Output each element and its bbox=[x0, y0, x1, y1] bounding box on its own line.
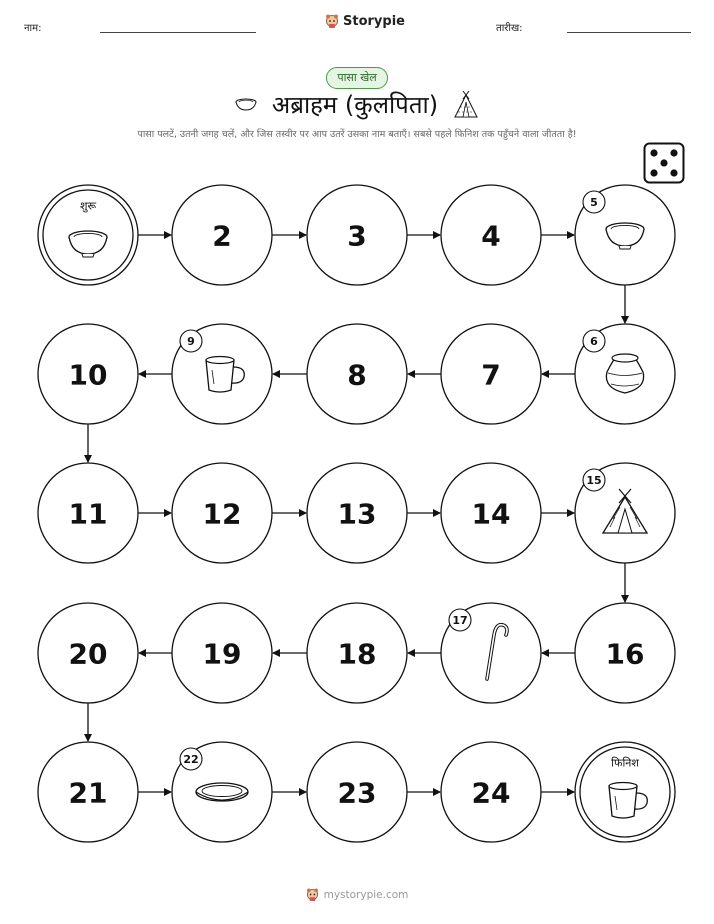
board-space-1[interactable] bbox=[38, 185, 138, 285]
space-number: 16 bbox=[605, 637, 645, 671]
space-number: 14 bbox=[471, 497, 511, 531]
space-number: 8 bbox=[347, 358, 367, 392]
space-number: 2 bbox=[212, 219, 232, 253]
footer-url[interactable]: mystorypie.com bbox=[323, 888, 409, 901]
board-space-15[interactable] bbox=[575, 463, 675, 563]
instructions: पासा पलटें, उतनी जगह चलें, और जिस तस्वीर पर आप उतरें उसका नाम बताएँ। सबसे पहले फिनिश तक पहुँचने वाला जीतता है! bbox=[137, 129, 577, 140]
storypie-mascot-icon bbox=[306, 887, 319, 902]
board-space-6[interactable] bbox=[575, 324, 675, 424]
space-number: 17 bbox=[452, 614, 468, 627]
space-number: 10 bbox=[68, 358, 108, 392]
board-space-5[interactable] bbox=[575, 185, 675, 285]
board-space-2[interactable] bbox=[172, 185, 272, 285]
space-number: 22 bbox=[183, 753, 199, 766]
space-number: 9 bbox=[187, 335, 195, 348]
footer bbox=[0, 887, 714, 902]
board-space-10[interactable] bbox=[38, 324, 138, 424]
board-space-11[interactable] bbox=[38, 463, 138, 563]
space-number: 24 bbox=[471, 776, 511, 810]
space-number: 11 bbox=[68, 497, 108, 531]
board-space-16[interactable] bbox=[575, 603, 675, 703]
space-number: 7 bbox=[481, 358, 501, 392]
brand-name: Storypie bbox=[343, 13, 405, 29]
start-label: शुरू bbox=[79, 199, 97, 213]
space-number: 23 bbox=[337, 776, 377, 810]
board-space-20[interactable] bbox=[38, 603, 138, 703]
space-number: 6 bbox=[590, 335, 598, 348]
board-space-8[interactable] bbox=[307, 324, 407, 424]
board-space-17[interactable] bbox=[441, 603, 541, 703]
space-number: 19 bbox=[202, 637, 242, 671]
board-space-19[interactable] bbox=[172, 603, 272, 703]
board-space-13[interactable] bbox=[307, 463, 407, 563]
game-type-badge: पासा खेल bbox=[326, 67, 388, 89]
space-number: 20 bbox=[68, 637, 108, 671]
space-number: 18 bbox=[337, 637, 377, 671]
board-space-14[interactable] bbox=[441, 463, 541, 563]
board-space-18[interactable] bbox=[307, 603, 407, 703]
board-space-25[interactable] bbox=[575, 742, 675, 842]
space-number: 3 bbox=[347, 219, 367, 253]
board-space-12[interactable] bbox=[172, 463, 272, 563]
board-space-3[interactable] bbox=[307, 185, 407, 285]
board-space-23[interactable] bbox=[307, 742, 407, 842]
board-space-9[interactable] bbox=[172, 324, 272, 424]
board-space-4[interactable] bbox=[441, 185, 541, 285]
space-number: 5 bbox=[590, 196, 598, 209]
name-label: नाम: bbox=[24, 23, 42, 34]
space-number: 21 bbox=[68, 776, 108, 810]
page-title: अब्राहम (कुलपिता) bbox=[271, 91, 439, 119]
space-number: 4 bbox=[481, 219, 501, 253]
board-space-7[interactable] bbox=[441, 324, 541, 424]
board-space-24[interactable] bbox=[441, 742, 541, 842]
space-number: 13 bbox=[337, 497, 377, 531]
board-space-22[interactable] bbox=[172, 742, 272, 842]
space-number: 12 bbox=[202, 497, 242, 531]
board-space-21[interactable] bbox=[38, 742, 138, 842]
space-number: 15 bbox=[586, 474, 602, 487]
plate-icon bbox=[196, 783, 248, 801]
date-label: तारीख: bbox=[496, 23, 523, 34]
finish-label: फिनिश bbox=[611, 756, 639, 770]
